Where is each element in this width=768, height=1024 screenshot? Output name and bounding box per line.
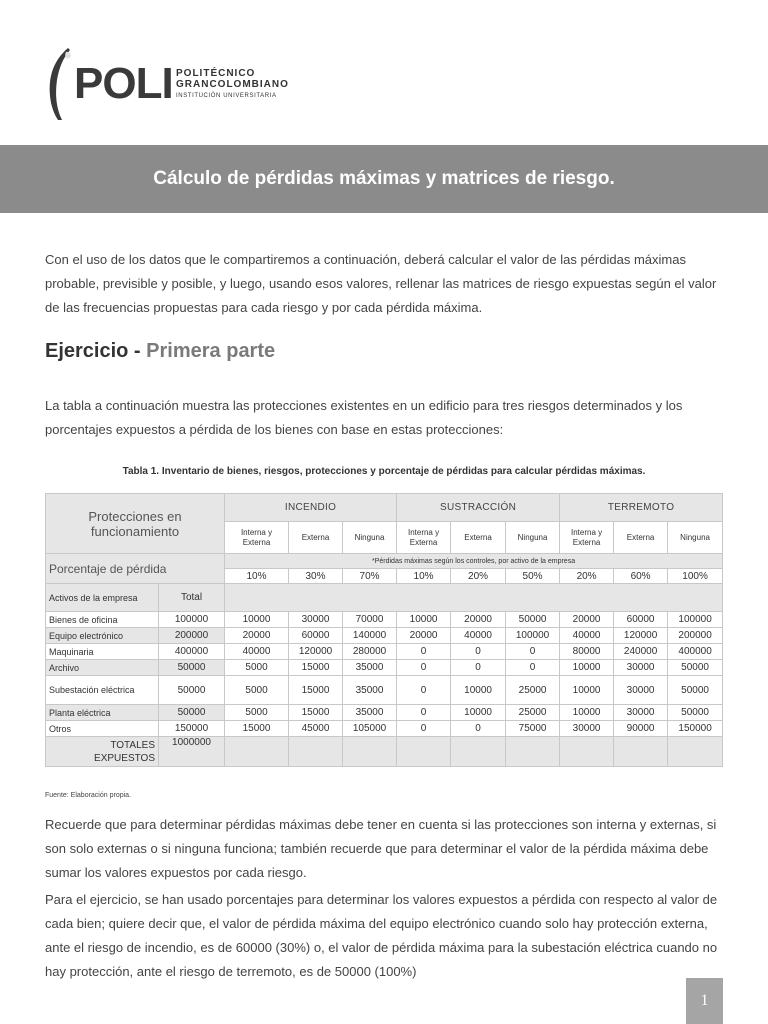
value-cell: 35000 <box>343 705 397 721</box>
value-cell: 60000 <box>614 612 668 628</box>
value-cell: 120000 <box>614 628 668 644</box>
subheader-cell: Ninguna <box>343 522 397 554</box>
value-cell: 5000 <box>225 705 289 721</box>
value-cell: 0 <box>506 644 560 660</box>
value-cell: 150000 <box>668 721 723 737</box>
porcentaje-label: Porcentaje de pérdida <box>46 554 225 584</box>
row-name: Planta eléctrica <box>46 705 159 721</box>
blank-total-cell <box>343 737 397 767</box>
group-incendio: INCENDIO <box>225 494 397 522</box>
page-number-box <box>686 978 723 1024</box>
totals-label: TOTALES EXPUESTOS <box>46 737 159 767</box>
value-cell: 50000 <box>506 612 560 628</box>
subheader-cell: Interna y Externa <box>225 522 289 554</box>
row-total: 150000 <box>159 721 225 737</box>
table-row <box>46 660 723 676</box>
row-name: Maquinaria <box>46 644 159 660</box>
value-cell: 120000 <box>289 644 343 660</box>
section-heading <box>45 340 275 363</box>
row-total: 200000 <box>159 628 225 644</box>
value-cell: 15000 <box>289 676 343 705</box>
value-cell: 280000 <box>343 644 397 660</box>
percentage-cell: 10% <box>397 569 451 584</box>
totals-row <box>46 737 723 767</box>
heading-exercise: Ejercicio - <box>45 340 141 362</box>
subheader-cell: Externa <box>289 522 343 554</box>
value-cell: 0 <box>397 705 451 721</box>
value-cell: 0 <box>451 660 506 676</box>
value-cell: 20000 <box>397 628 451 644</box>
table-row <box>46 628 723 644</box>
value-cell: 0 <box>397 644 451 660</box>
percentage-cell: 60% <box>614 569 668 584</box>
value-cell: 240000 <box>614 644 668 660</box>
percentage-cell: 20% <box>451 569 506 584</box>
row-name: Otros <box>46 721 159 737</box>
value-cell: 80000 <box>560 644 614 660</box>
blank-total-cell <box>451 737 506 767</box>
totals-value: 1000000 <box>159 737 225 767</box>
subheader-cell: Ninguna <box>668 522 723 554</box>
table-row <box>46 612 723 628</box>
percentage-cell: 70% <box>343 569 397 584</box>
value-cell: 100000 <box>668 612 723 628</box>
blank-total-cell <box>668 737 723 767</box>
percentage-cell: 20% <box>560 569 614 584</box>
value-cell: 10000 <box>451 676 506 705</box>
value-cell: 105000 <box>343 721 397 737</box>
blank-header-cell <box>225 584 723 612</box>
table-row <box>46 644 723 660</box>
logo-swoosh-icon <box>44 46 74 122</box>
logo-line-3: INSTITUCIÓN UNIVERSITARIA <box>176 93 277 99</box>
row-name: Subestación eléctrica <box>46 676 159 705</box>
value-cell: 15000 <box>225 721 289 737</box>
logo-line-2: GRANCOLOMBIANO <box>176 79 289 90</box>
activos-header: Activos de la empresa <box>46 584 159 612</box>
title-banner <box>0 145 768 213</box>
logo-text <box>176 68 289 102</box>
value-cell: 75000 <box>506 721 560 737</box>
page-number: 1 <box>700 992 709 1009</box>
row-total: 50000 <box>159 660 225 676</box>
percentage-cell: 100% <box>668 569 723 584</box>
value-cell: 20000 <box>225 628 289 644</box>
value-cell: 15000 <box>289 660 343 676</box>
value-cell: 0 <box>397 660 451 676</box>
value-cell: 40000 <box>225 644 289 660</box>
value-cell: 0 <box>451 721 506 737</box>
value-cell: 100000 <box>506 628 560 644</box>
row-total: 50000 <box>159 676 225 705</box>
row-name: Archivo <box>46 660 159 676</box>
value-cell: 200000 <box>668 628 723 644</box>
value-cell: 10000 <box>451 705 506 721</box>
reminder-paragraph: Recuerde que para determinar pérdidas máximas debe tener en cuenta si las protecciones son interna y externas, si son solo externas o si ninguna funciona; también recuerde que para determinar el valor de la pérdida máxima debe sumar los valores expuestos por cada riesgo. <box>45 817 717 880</box>
table-intro-paragraph: La tabla a continuación muestra las protecciones existentes en un edificio para tres riesgos determinados y los porcentajes expuestos a pérdida de los bienes con base en estas protecciones: <box>45 398 683 437</box>
subheader-cell: Interna y Externa <box>560 522 614 554</box>
group-terremoto: TERREMOTO <box>560 494 723 522</box>
value-cell: 0 <box>451 644 506 660</box>
blank-total-cell <box>289 737 343 767</box>
value-cell: 5000 <box>225 660 289 676</box>
value-cell: 25000 <box>506 705 560 721</box>
source-note: Fuente: Elaboración propia. <box>45 792 131 799</box>
value-cell: 50000 <box>668 705 723 721</box>
value-cell: 40000 <box>560 628 614 644</box>
value-cell: 140000 <box>343 628 397 644</box>
inventory-table <box>45 493 723 767</box>
percentage-cell: 10% <box>225 569 289 584</box>
blank-total-cell <box>560 737 614 767</box>
percentage-cell: 50% <box>506 569 560 584</box>
value-cell: 30000 <box>289 612 343 628</box>
subheader-cell: Ninguna <box>506 522 560 554</box>
value-cell: 15000 <box>289 705 343 721</box>
value-cell: 10000 <box>560 676 614 705</box>
value-cell: 35000 <box>343 676 397 705</box>
table-caption: Tabla 1. Inventario de bienes, riesgos, protecciones y porcentaje de pérdidas para calcular pérdidas máximas. <box>122 466 646 477</box>
row-name: Bienes de oficina <box>46 612 159 628</box>
row-total: 100000 <box>159 612 225 628</box>
value-cell: 5000 <box>225 676 289 705</box>
row-total: 400000 <box>159 644 225 660</box>
value-cell: 25000 <box>506 676 560 705</box>
value-cell: 30000 <box>560 721 614 737</box>
blank-total-cell <box>506 737 560 767</box>
value-cell: 10000 <box>560 705 614 721</box>
total-header: Total <box>159 584 225 612</box>
blank-total-cell <box>225 737 289 767</box>
protecciones-header: Protecciones en funcionamiento <box>46 494 225 554</box>
heading-part: Primera parte <box>146 340 276 362</box>
subheader-cell: Interna y Externa <box>397 522 451 554</box>
percentage-cell: 30% <box>289 569 343 584</box>
value-cell: 30000 <box>614 705 668 721</box>
value-cell: 50000 <box>668 676 723 705</box>
example-paragraph: Para el ejercicio, se han usado porcentajes para determinar los valores expuestos a pérdida con respecto al valor de cada bien; quiere decir que, el valor de pérdida máxima del equipo electrónico cuando solo hay protección externa, ante el riesgo de incendio, es de 60000 (30%) o, el valor de pérdida máxima para la subestación eléctrica cuando no hay protección, ante el riesgo de terremoto, es de 50000 (100%) <box>45 892 718 979</box>
value-cell: 20000 <box>560 612 614 628</box>
group-sustraccion: SUSTRACCIÓN <box>397 494 560 522</box>
value-cell: 400000 <box>668 644 723 660</box>
value-cell: 10000 <box>560 660 614 676</box>
table-row <box>46 705 723 721</box>
value-cell: 0 <box>397 721 451 737</box>
value-cell: 40000 <box>451 628 506 644</box>
value-cell: 30000 <box>614 676 668 705</box>
value-cell: 10000 <box>397 612 451 628</box>
value-cell: 35000 <box>343 660 397 676</box>
table-row <box>46 721 723 737</box>
poli-logo <box>44 46 304 122</box>
logo-line-1: POLITÉCNICO <box>176 68 256 79</box>
value-cell: 60000 <box>289 628 343 644</box>
table-note: *Pérdidas máximas según los controles, por activo de la empresa <box>225 554 723 569</box>
page-title: Cálculo de pérdidas máximas y matrices de riesgo. <box>153 168 615 189</box>
blank-total-cell <box>397 737 451 767</box>
subheader-cell: Externa <box>451 522 506 554</box>
row-name: Equipo electrónico <box>46 628 159 644</box>
row-total: 50000 <box>159 705 225 721</box>
logo-word: POLI <box>74 59 173 108</box>
value-cell: 30000 <box>614 660 668 676</box>
value-cell: 20000 <box>451 612 506 628</box>
value-cell: 0 <box>397 676 451 705</box>
table-row <box>46 676 723 705</box>
value-cell: 70000 <box>343 612 397 628</box>
value-cell: 45000 <box>289 721 343 737</box>
intro-paragraph: Con el uso de los datos que le compartiremos a continuación, deberá calcular el valor de las pérdidas máximas probable, previsible y posible, y luego, usando esos valores, rellenar las matrices de riesgo expuestas según el valor de las frecuencias propuestas para cada riesgo y por cada pérdida máxima. <box>45 252 717 315</box>
value-cell: 0 <box>506 660 560 676</box>
value-cell: 90000 <box>614 721 668 737</box>
subheader-cell: Externa <box>614 522 668 554</box>
blank-total-cell <box>614 737 668 767</box>
value-cell: 10000 <box>225 612 289 628</box>
value-cell: 50000 <box>668 660 723 676</box>
